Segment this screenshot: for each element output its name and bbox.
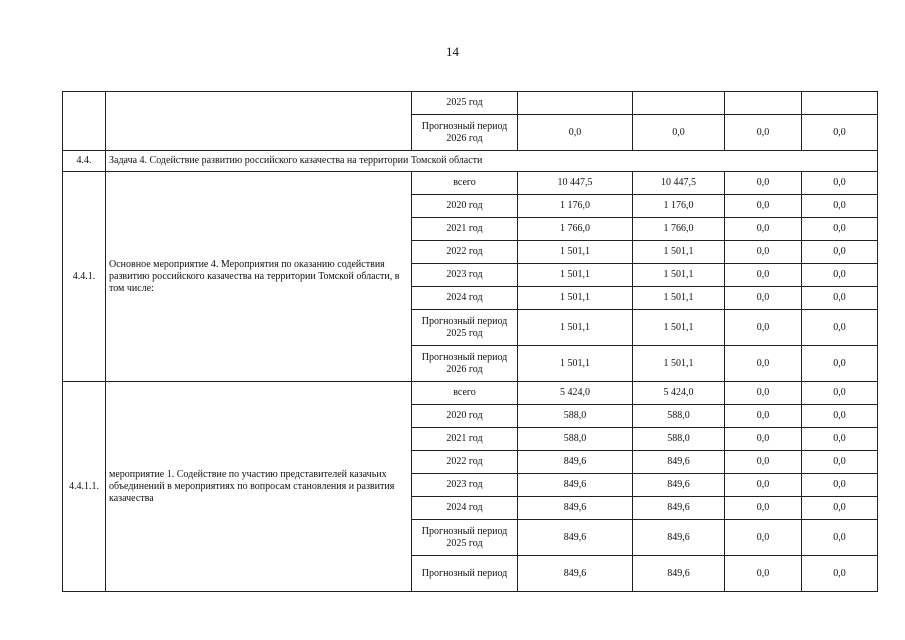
value-cell: 0,0 bbox=[802, 520, 878, 556]
period-cell: Прогнозный период 2025 год bbox=[412, 310, 518, 346]
value-cell: 0,0 bbox=[725, 428, 802, 451]
value-cell: 0,0 bbox=[725, 195, 802, 218]
value-cell: 0,0 bbox=[725, 218, 802, 241]
value-cell: 0,0 bbox=[802, 241, 878, 264]
period-cell: всего bbox=[412, 382, 518, 405]
value-cell: 10 447,5 bbox=[633, 172, 725, 195]
value-cell: 1 501,1 bbox=[518, 287, 633, 310]
block-code: 4.4.1.1. bbox=[63, 382, 106, 592]
value-cell: 849,6 bbox=[518, 497, 633, 520]
value-cell: 0,0 bbox=[802, 405, 878, 428]
period-cell: Прогнозный период bbox=[412, 556, 518, 592]
period-cell: всего bbox=[412, 172, 518, 195]
period-cell: 2020 год bbox=[412, 195, 518, 218]
value-cell: 0,0 bbox=[725, 241, 802, 264]
budget-table bbox=[62, 91, 878, 592]
task-text: Задача 4. Содействие развитию российского казачества на территории Томской области bbox=[106, 151, 878, 172]
value-cell: 588,0 bbox=[518, 428, 633, 451]
value-cell: 0,0 bbox=[725, 115, 802, 151]
value-cell: 849,6 bbox=[633, 520, 725, 556]
value-cell: 0,0 bbox=[725, 474, 802, 497]
period-cell: 2023 год bbox=[412, 474, 518, 497]
value-cell: 0,0 bbox=[802, 451, 878, 474]
value-cell: 849,6 bbox=[633, 451, 725, 474]
value-cell: 0,0 bbox=[725, 346, 802, 382]
value-cell: 1 501,1 bbox=[633, 287, 725, 310]
value-cell: 0,0 bbox=[802, 497, 878, 520]
period-cell: 2021 год bbox=[412, 218, 518, 241]
table-row bbox=[63, 92, 878, 115]
name-cell-empty bbox=[106, 92, 412, 151]
period-cell: 2020 год bbox=[412, 405, 518, 428]
value-cell: 1 501,1 bbox=[518, 346, 633, 382]
value-cell: 0,0 bbox=[802, 115, 878, 151]
value-cell: 0,0 bbox=[802, 428, 878, 451]
value-cell: 0,0 bbox=[725, 520, 802, 556]
value-cell: 0,0 bbox=[633, 115, 725, 151]
value-cell: 0,0 bbox=[802, 474, 878, 497]
value-cell: 1 501,1 bbox=[633, 264, 725, 287]
period-cell: Прогнозный период 2026 год bbox=[412, 346, 518, 382]
value-cell: 0,0 bbox=[518, 115, 633, 151]
value-cell: 1 501,1 bbox=[633, 241, 725, 264]
value-cell: 0,0 bbox=[725, 556, 802, 592]
block-name: мероприятие 1. Содействие по участию представителей казачьих объединений в мероприятиях по вопросам становления и развития казачества bbox=[106, 382, 412, 592]
value-cell: 0,0 bbox=[725, 172, 802, 195]
value-cell: 10 447,5 bbox=[518, 172, 633, 195]
value-cell: 0,0 bbox=[802, 382, 878, 405]
value-cell: 0,0 bbox=[802, 218, 878, 241]
value-cell bbox=[518, 92, 633, 115]
task-row bbox=[63, 151, 878, 172]
value-cell: 588,0 bbox=[633, 428, 725, 451]
value-cell: 5 424,0 bbox=[518, 382, 633, 405]
value-cell: 1 176,0 bbox=[633, 195, 725, 218]
value-cell: 0,0 bbox=[802, 195, 878, 218]
value-cell: 0,0 bbox=[802, 346, 878, 382]
value-cell: 0,0 bbox=[802, 287, 878, 310]
table-row bbox=[63, 172, 878, 195]
value-cell: 1 501,1 bbox=[518, 241, 633, 264]
value-cell: 0,0 bbox=[725, 310, 802, 346]
value-cell: 0,0 bbox=[725, 405, 802, 428]
value-cell bbox=[802, 92, 878, 115]
table-row bbox=[63, 382, 878, 405]
task-code: 4.4. bbox=[63, 151, 106, 172]
value-cell: 5 424,0 bbox=[633, 382, 725, 405]
value-cell: 849,6 bbox=[518, 520, 633, 556]
period-cell: Прогнозный период 2025 год bbox=[412, 520, 518, 556]
value-cell: 1 501,1 bbox=[633, 310, 725, 346]
value-cell: 849,6 bbox=[518, 451, 633, 474]
period-cell: 2025 год bbox=[412, 92, 518, 115]
value-cell: 1 501,1 bbox=[633, 346, 725, 382]
value-cell: 0,0 bbox=[802, 310, 878, 346]
page-number: 14 bbox=[446, 44, 459, 59]
value-cell: 1 766,0 bbox=[633, 218, 725, 241]
value-cell: 588,0 bbox=[518, 405, 633, 428]
value-cell: 0,0 bbox=[725, 497, 802, 520]
code-cell-empty bbox=[63, 92, 106, 151]
value-cell: 1 501,1 bbox=[518, 264, 633, 287]
block-code: 4.4.1. bbox=[63, 172, 106, 382]
value-cell bbox=[633, 92, 725, 115]
period-cell: 2021 год bbox=[412, 428, 518, 451]
period-cell: 2022 год bbox=[412, 451, 518, 474]
value-cell: 1 766,0 bbox=[518, 218, 633, 241]
value-cell: 0,0 bbox=[725, 382, 802, 405]
period-cell: 2024 год bbox=[412, 287, 518, 310]
value-cell: 1 176,0 bbox=[518, 195, 633, 218]
value-cell: 0,0 bbox=[725, 264, 802, 287]
value-cell: 0,0 bbox=[725, 451, 802, 474]
value-cell: 588,0 bbox=[633, 405, 725, 428]
value-cell: 0,0 bbox=[802, 556, 878, 592]
value-cell: 849,6 bbox=[518, 556, 633, 592]
value-cell: 0,0 bbox=[802, 172, 878, 195]
value-cell: 849,6 bbox=[633, 497, 725, 520]
period-cell: 2024 год bbox=[412, 497, 518, 520]
value-cell: 0,0 bbox=[725, 287, 802, 310]
value-cell: 849,6 bbox=[518, 474, 633, 497]
value-cell: 849,6 bbox=[633, 556, 725, 592]
value-cell bbox=[725, 92, 802, 115]
period-cell: Прогнозный период 2026 год bbox=[412, 115, 518, 151]
value-cell: 849,6 bbox=[633, 474, 725, 497]
value-cell: 1 501,1 bbox=[518, 310, 633, 346]
block-name: Основное мероприятие 4. Мероприятия по оказанию содействия развитию российского казачества на территории Томской области, в том числе: bbox=[106, 172, 412, 382]
period-cell: 2022 год bbox=[412, 241, 518, 264]
period-cell: 2023 год bbox=[412, 264, 518, 287]
value-cell: 0,0 bbox=[802, 264, 878, 287]
